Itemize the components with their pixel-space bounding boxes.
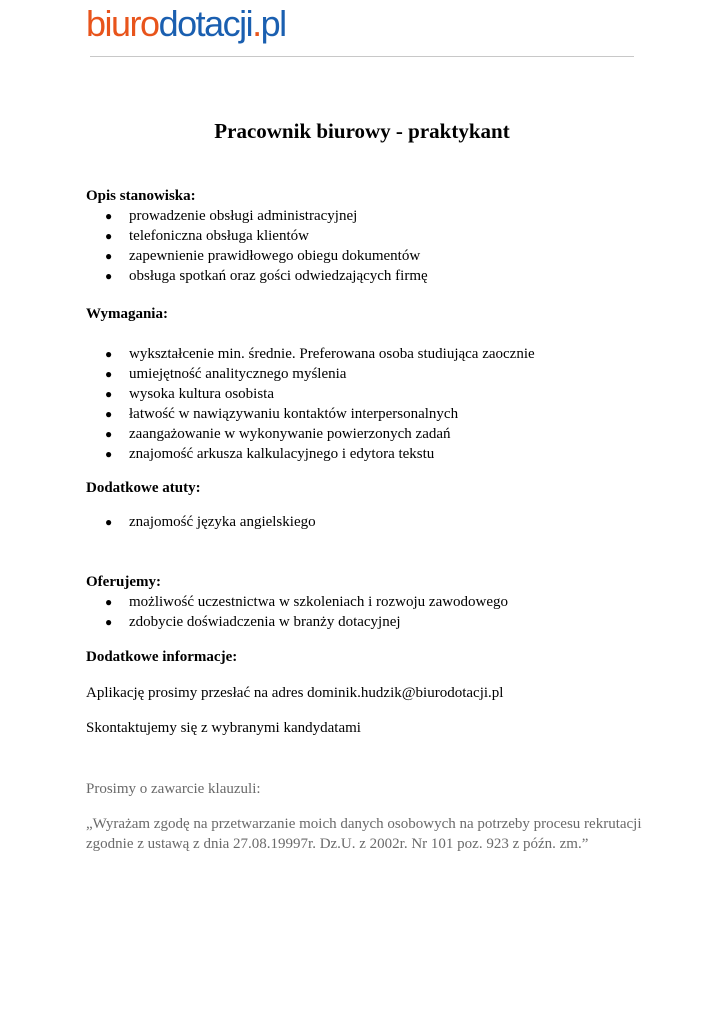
section-heading-atuty: Dodatkowe atuty:	[86, 480, 201, 496]
list-item: ● umiejętność analitycznego myślenia	[86, 364, 646, 384]
section-heading-oferujemy: Oferujemy:	[86, 574, 161, 590]
list-oferujemy	[86, 592, 646, 632]
logo-part-dotacji: dotacji	[158, 3, 253, 44]
logo-part-dot: .	[252, 3, 261, 44]
logo-part-pl: pl	[260, 3, 286, 44]
page-title: Pracownik biurowy - praktykant	[214, 119, 510, 143]
section-heading-info: Dodatkowe informacje:	[86, 649, 238, 665]
list-item: ● znajomość języka angielskiego	[86, 512, 646, 532]
list-item: ● zdobycie doświadczenia w branży dotacyjnej	[86, 612, 646, 632]
list-item: ● zaangażowanie w wykonywanie powierzonych zadań	[86, 424, 646, 444]
logo-part-biuro: biuro	[86, 3, 159, 44]
info-contact-line: Skontaktujemy się z wybranymi kandydatami	[86, 720, 361, 736]
list-opis	[86, 206, 646, 286]
list-item: ● możliwość uczestnictwa w szkoleniach i rozwoju zawodowego	[86, 592, 646, 612]
list-item: ● znajomość arkusza kalkulacyjnego i edytora tekstu	[86, 444, 646, 464]
section-heading-wymagania: Wymagania:	[86, 306, 168, 322]
list-item: ● łatwość w nawiązywaniu kontaktów interpersonalnych	[86, 404, 646, 424]
list-item: ● prowadzenie obsługi administracyjnej	[86, 206, 646, 226]
info-application-line: Aplikację prosimy przesłać na adres dominik.hudzik@biurodotacji.pl	[86, 685, 504, 701]
list-item: ● wykształcenie min. średnie. Preferowana osoba studiująca zaocznie	[86, 344, 646, 364]
list-item: ● wysoka kultura osobista	[86, 384, 646, 404]
clause-text: „Wyrażam zgodę na przetwarzanie moich danych osobowych na potrzeby procesu rekrutacji zgodnie z ustawą z dnia 27.08.19997r. Dz.U. z 2002r. Nr 101 poz. 923 z późn. zm.”	[86, 816, 642, 852]
section-heading-opis: Opis stanowiska:	[86, 188, 196, 204]
list-wymagania	[86, 344, 646, 464]
list-item: ● obsługa spotkań oraz gości odwiedzających firmę	[86, 266, 646, 286]
list-item: ● zapewnienie prawidłowego obiegu dokumentów	[86, 246, 646, 266]
document-body	[86, 186, 646, 854]
list-item: ● telefoniczna obsługa klientów	[86, 226, 646, 246]
header-divider	[90, 56, 634, 57]
list-atuty	[86, 512, 646, 532]
clause-intro: Prosimy o zawarcie klauzuli:	[86, 781, 261, 797]
company-logo	[86, 2, 286, 46]
